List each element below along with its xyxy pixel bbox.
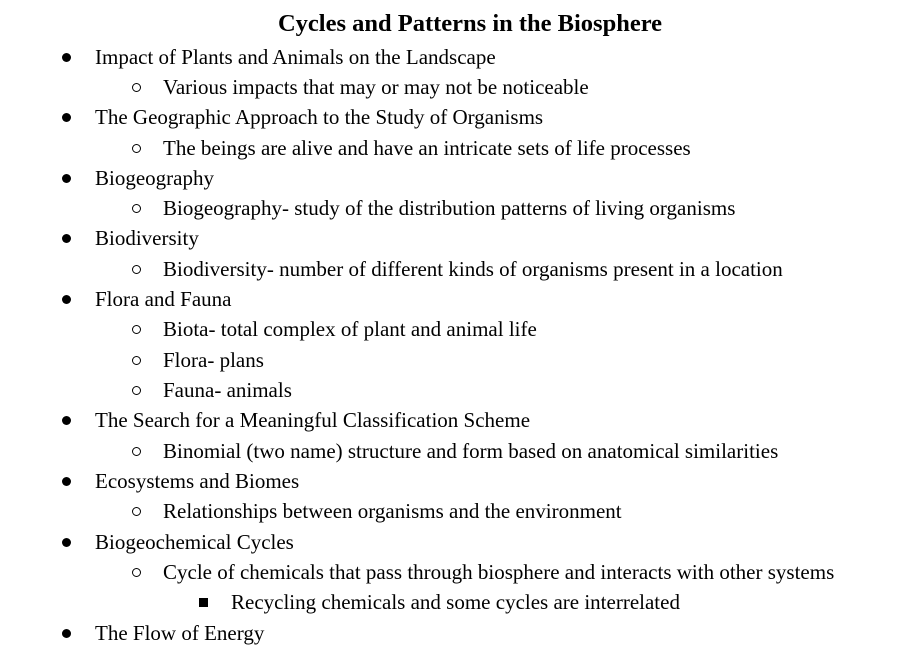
- filled-circle-bullet-icon: [62, 287, 74, 311]
- filled-circle-bullet-icon: [62, 226, 74, 250]
- outline-item-text: Relationships between organisms and the environment: [163, 499, 622, 523]
- hollow-circle-bullet-icon: [132, 378, 144, 402]
- page-title: Cycles and Patterns in the Biosphere: [277, 10, 663, 37]
- outline-item-text: Flora and Fauna: [95, 287, 232, 311]
- hollow-circle-bullet-icon: [132, 136, 144, 160]
- hollow-circle-bullet-icon: [132, 317, 144, 341]
- outline-item-text: Biogeography: [95, 166, 214, 190]
- outline-item-text: Biota- total complex of plant and animal life: [163, 317, 537, 341]
- hollow-circle-bullet-icon: [132, 348, 144, 372]
- filled-square-bullet-icon: [199, 590, 211, 614]
- outline-item-text: Biodiversity: [95, 226, 199, 250]
- hollow-circle-bullet-icon: [132, 439, 144, 463]
- outline-item-text: Biodiversity- number of different kinds of organisms present in a location: [163, 257, 783, 281]
- outline-item-text: Recycling chemicals and some cycles are interrelated: [231, 590, 680, 614]
- outline-item-text: Flora- plans: [163, 348, 264, 372]
- outline-item-text: The Geographic Approach to the Study of Organisms: [95, 105, 544, 129]
- outline-item-text: Biogeography- study of the distribution patterns of living organisms: [163, 196, 736, 220]
- filled-circle-bullet-icon: [62, 408, 74, 432]
- outline-item-text: Biogeochemical Cycles: [95, 530, 294, 554]
- filled-circle-bullet-icon: [62, 621, 74, 645]
- outline-item-text: Impact of Plants and Animals on the Landscape: [95, 45, 496, 69]
- outline-item-text: Binomial (two name) structure and form based on anatomical similarities: [163, 439, 779, 463]
- filled-circle-bullet-icon: [62, 469, 74, 493]
- filled-circle-bullet-icon: [62, 45, 74, 69]
- outline-item-text: Fauna- animals: [163, 378, 292, 402]
- filled-circle-bullet-icon: [62, 530, 74, 554]
- outline-item-text: The Search for a Meaningful Classification Scheme: [95, 408, 531, 432]
- hollow-circle-bullet-icon: [132, 499, 144, 523]
- hollow-circle-bullet-icon: [132, 196, 144, 220]
- outline-item-text: Cycle of chemicals that pass through biosphere and interacts with other systems: [163, 560, 835, 584]
- outline-item-text: The beings are alive and have an intricate sets of life processes: [163, 136, 691, 160]
- hollow-circle-bullet-icon: [132, 257, 144, 281]
- filled-circle-bullet-icon: [62, 105, 74, 129]
- outline-item-text: Ecosystems and Biomes: [95, 469, 300, 493]
- filled-circle-bullet-icon: [62, 166, 74, 190]
- outline-item-text: Various impacts that may or may not be noticeable: [163, 75, 589, 99]
- hollow-circle-bullet-icon: [132, 75, 144, 99]
- outline-item-text: The Flow of Energy: [95, 621, 265, 645]
- hollow-circle-bullet-icon: [132, 560, 144, 584]
